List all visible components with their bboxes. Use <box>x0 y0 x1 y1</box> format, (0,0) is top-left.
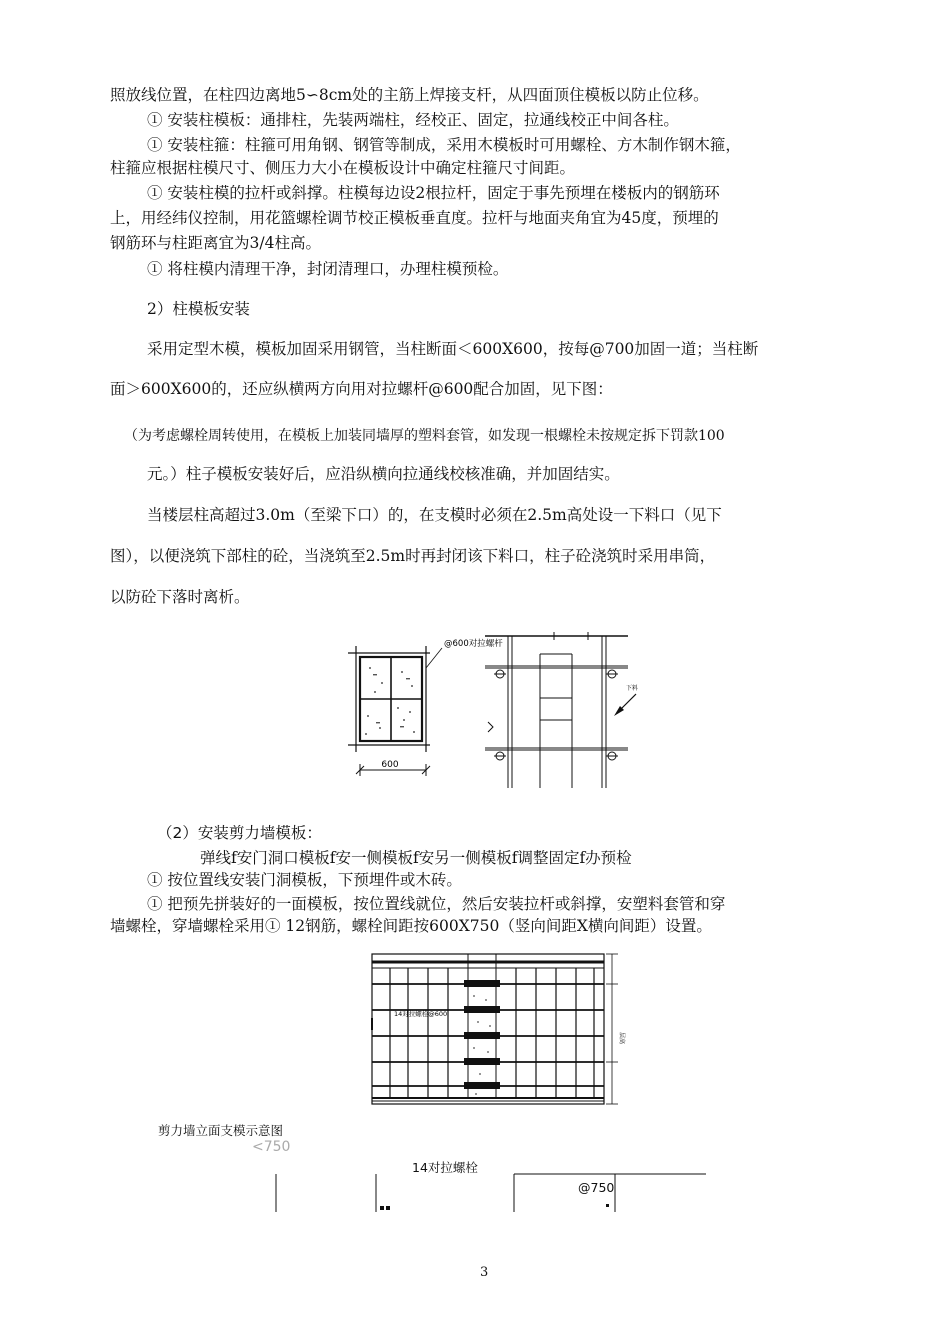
para-sleeve-note-line2: 元。）柱子模板安装好后，应沿纵横向拉通线校核准确，并加固结实。 <box>147 465 620 483</box>
para-process-flow: 弹线f安门洞口模板f安一侧模板f安另一侧模板f调整固定f办预检 <box>200 849 632 867</box>
para-tie-rod-line3: 钢筋环与柱距离宜为3/4柱高。 <box>110 234 321 252</box>
para-sleeve-note-line1: （为考虑螺栓周转使用，在模板上加装同墙厚的塑料套管，如发现一根螺栓未按规定拆下罚款100 <box>124 428 725 444</box>
para-place-panel-line1: ① 把预先拼装好的一面模板，按位置线就位，然后安装拉杆或斜撑，安塑料套管和穿 <box>147 895 726 913</box>
column-formwork-figure <box>340 628 640 794</box>
heading-shear-wall: （2）安装剪力墙模板： <box>157 824 322 842</box>
page-number: 3 <box>480 1265 489 1280</box>
para-opening-line3: 以防砼下落时离析。 <box>110 588 250 606</box>
concrete-hatch <box>365 667 415 735</box>
para-timber-form-line1: 采用定型木模，模板加固采用钢管，当柱断面＜600X600，按每@700加固一道；当柱断 <box>147 340 759 358</box>
para-opening-line2: 图），以便浇筑下部柱的砼，当浇筑至2.5m时再封闭该下料口，柱子砼浇筑时采用串筒， <box>110 547 716 565</box>
tie-bolts <box>464 980 500 1089</box>
para-door-opening: ① 按位置线安装门洞模板，下预埋件或木砖。 <box>147 871 462 889</box>
chute-arrow <box>614 694 636 716</box>
shear-wall-frame <box>372 954 604 1104</box>
bolt-mark-left-b <box>386 1206 390 1210</box>
para-clean-inspect: ① 将柱模内清理干净，封闭清理口，办理柱模预检。 <box>147 260 509 278</box>
bolt-mark-right <box>606 1204 609 1207</box>
inner-bolt-label: 14对拉螺栓@600 <box>394 1010 448 1018</box>
bolt-label: 14对拉螺栓 <box>412 1160 478 1175</box>
para-column-hoop-line2: 柱箍应根据柱模尺寸、侧压力大小在模板设计中确定柱箍尺寸间距。 <box>110 159 576 177</box>
para-opening-line1: 当楼层柱高超过3.0m（至梁下口）的，在支模时必须在2.5m高处设一下料口（见下 <box>147 506 722 524</box>
column-elevation-view <box>485 632 628 788</box>
shear-wall-figure <box>368 948 625 1114</box>
tie-rod-label: @600对拉螺杆 <box>444 639 503 649</box>
para-column-hoop-line1: ① 安装柱箍：柱箍可用角钢、钢管等制成，采用木模板时可用螺栓、方木制作钢木箍， <box>147 136 741 154</box>
dimension-lt750: <750 <box>252 1139 291 1155</box>
height-label: 层高 <box>618 1032 625 1045</box>
bolt-spacing-detail <box>270 1170 710 1216</box>
chute-label: 下料 <box>626 685 639 692</box>
height-dimension <box>606 954 618 1104</box>
spacing-at750-label: @750 <box>578 1180 615 1195</box>
para-tie-rod-line1: ① 安装柱模的拉杆或斜撑。柱模每边设2根拉杆，固定于事先预埋在楼板内的钢筋环 <box>147 184 720 202</box>
para-tie-rod-line2: 上，用经纬仪控制，用花篮螺栓调节校正模板垂直度。拉杆与地面夹角宜为45度，预埋的 <box>110 209 719 227</box>
figure-caption: 剪力墙立面支模示意图 <box>158 1123 284 1138</box>
spacing-lines <box>276 1174 706 1212</box>
para-timber-form-line2: 面＞600X600的，还应纵横两方向用对拉螺杆@600配合加固，见下图： <box>110 380 613 398</box>
bolt-mark-left-a <box>380 1206 384 1210</box>
column-plan-view <box>348 646 430 752</box>
heading-column-formwork: 2）柱模板安装 <box>147 300 250 318</box>
para-place-panel-line2: 墙螺栓，穿墙螺栓采用① 12钢筋，螺栓间距按600X750（竖向间距X横向间距）设置。 <box>110 917 712 935</box>
dimension-600-label: 600 <box>381 760 399 770</box>
para-install-column-formwork: ① 安装柱模板：通排柱，先装两端柱，经校正、固定，拉通线校正中间各柱。 <box>147 111 679 129</box>
para-column-support: 照放线位置，在柱四边离地5∽8cm处的主筋上焊接支杆，从四面顶住模板以防止位移。 <box>110 86 709 104</box>
